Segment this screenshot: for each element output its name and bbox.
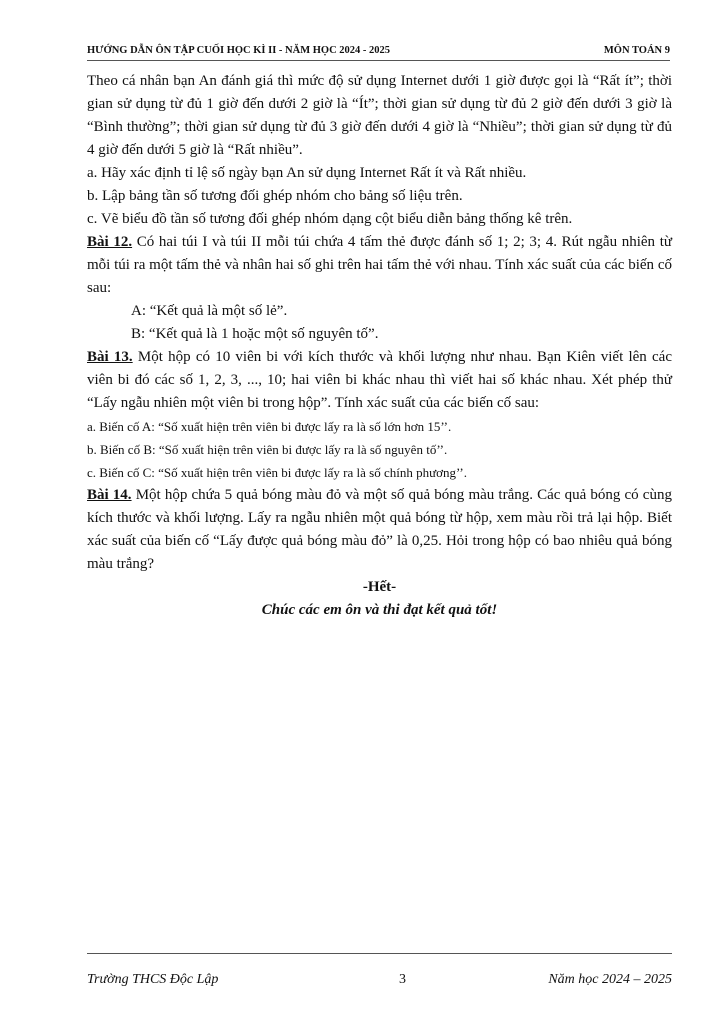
exercise-12 xyxy=(87,231,672,300)
exercise-13-event-a: a. Biến cố A: “Số xuất hiện trên viên bi được lấy ra là số lớn hơn 15’’. xyxy=(87,419,452,434)
page-header xyxy=(87,42,670,61)
footer-school: Trường THCS Độc Lập xyxy=(87,972,219,987)
header-title: HƯỚNG DẪN ÔN TẬP CUỐI HỌC KÌ II - NĂM HỌC 2024 - 2025 xyxy=(87,45,391,56)
intro-paragraph: Theo cá nhân bạn An đánh giá thì mức độ sử dụng Internet dưới 1 giờ được gọi là “Rất ít”; thời gian sử dụng từ đủ 1 giờ đến dưới 2 giờ là “Ít”; thời gian sử dụng từ đủ 2 giờ đến dưới 3 giờ là “Bình thường”; thời gian sử dụng từ đủ 3 giờ đến dưới 4 giờ là “Nhiều”; thời gian sử dụng từ đủ 4 giờ đến dưới 5 giờ là “Rất nhiều”. xyxy=(87,73,672,158)
page-footer xyxy=(87,953,672,994)
exercise-14-text: Một hộp chứa 5 quả bóng màu đỏ và một số quả bóng màu trắng. Các quả bóng có cùng kích thước và khối lượng. Lấy ra ngẫu nhiên một quả bóng từ hộp, xem màu rồi trả lại hộp. Biết xác suất của biến cố “Lấy được quả bóng màu đỏ” là 0,25. Hỏi trong hộp có bao nhiêu quả bóng màu trắng? xyxy=(87,487,672,572)
exercise-13-label: Bài 13. xyxy=(87,349,133,365)
exercise-12-event-a: A: “Kết quả là một số lẻ”. xyxy=(131,303,288,319)
end-mark: -Hết- xyxy=(362,579,397,595)
header-subject: MÔN TOÁN 9 xyxy=(603,45,670,56)
exercise-13-event-b: b. Biến cố B: “Số xuất hiện trên viên bi được lấy ra là số nguyên tố’’. xyxy=(87,442,448,457)
page-number: 3 xyxy=(399,972,406,987)
question-a: a. Hãy xác định tỉ lệ số ngày bạn An sử dụng Internet Rất ít và Rất nhiều. xyxy=(87,165,527,181)
question-c: c. Vẽ biểu đồ tần số tương đối ghép nhóm dạng cột biểu diễn bảng thống kê trên. xyxy=(87,211,573,227)
exercise-13 xyxy=(87,346,672,415)
exercise-14 xyxy=(87,484,672,576)
document-body xyxy=(87,70,672,622)
exercise-13-event-c: c. Biến cố C: “Số xuất hiện trên viên bi được lấy ra là số chính phương’’. xyxy=(87,465,467,480)
closing-wish: Chúc các em ôn và thi đạt kết quả tốt! xyxy=(261,602,498,618)
footer-year: Năm học 2024 – 2025 xyxy=(548,972,672,987)
exercise-12-label: Bài 12. xyxy=(87,234,133,250)
exercise-12-text: Có hai túi I và túi II mỗi túi chứa 4 tấm thẻ được đánh số 1; 2; 3; 4. Rút ngẫu nhiên từ mỗi túi ra một tấm thẻ và nhân hai số ghi trên hai tấm thẻ với nhau. Tính xác suất của các biến cố sau: xyxy=(87,234,672,296)
exercise-13-text: Một hộp có 10 viên bi với kích thước và khối lượng như nhau. Bạn Kiên viết lên các viên bi đó các số 1, 2, 3, ..., 10; hai viên bi khác nhau thì viết hai số khác nhau. Xét phép thử “Lấy ngẫu nhiên một viên bi trong hộp”. Tính xác suất của các biến cố sau: xyxy=(87,349,672,411)
exercise-14-label: Bài 14. xyxy=(87,487,132,503)
question-b: b. Lập bảng tần số tương đối ghép nhóm cho bảng số liệu trên. xyxy=(87,188,463,204)
exercise-12-event-b: B: “Kết quả là 1 hoặc một số nguyên tố”. xyxy=(131,326,379,342)
